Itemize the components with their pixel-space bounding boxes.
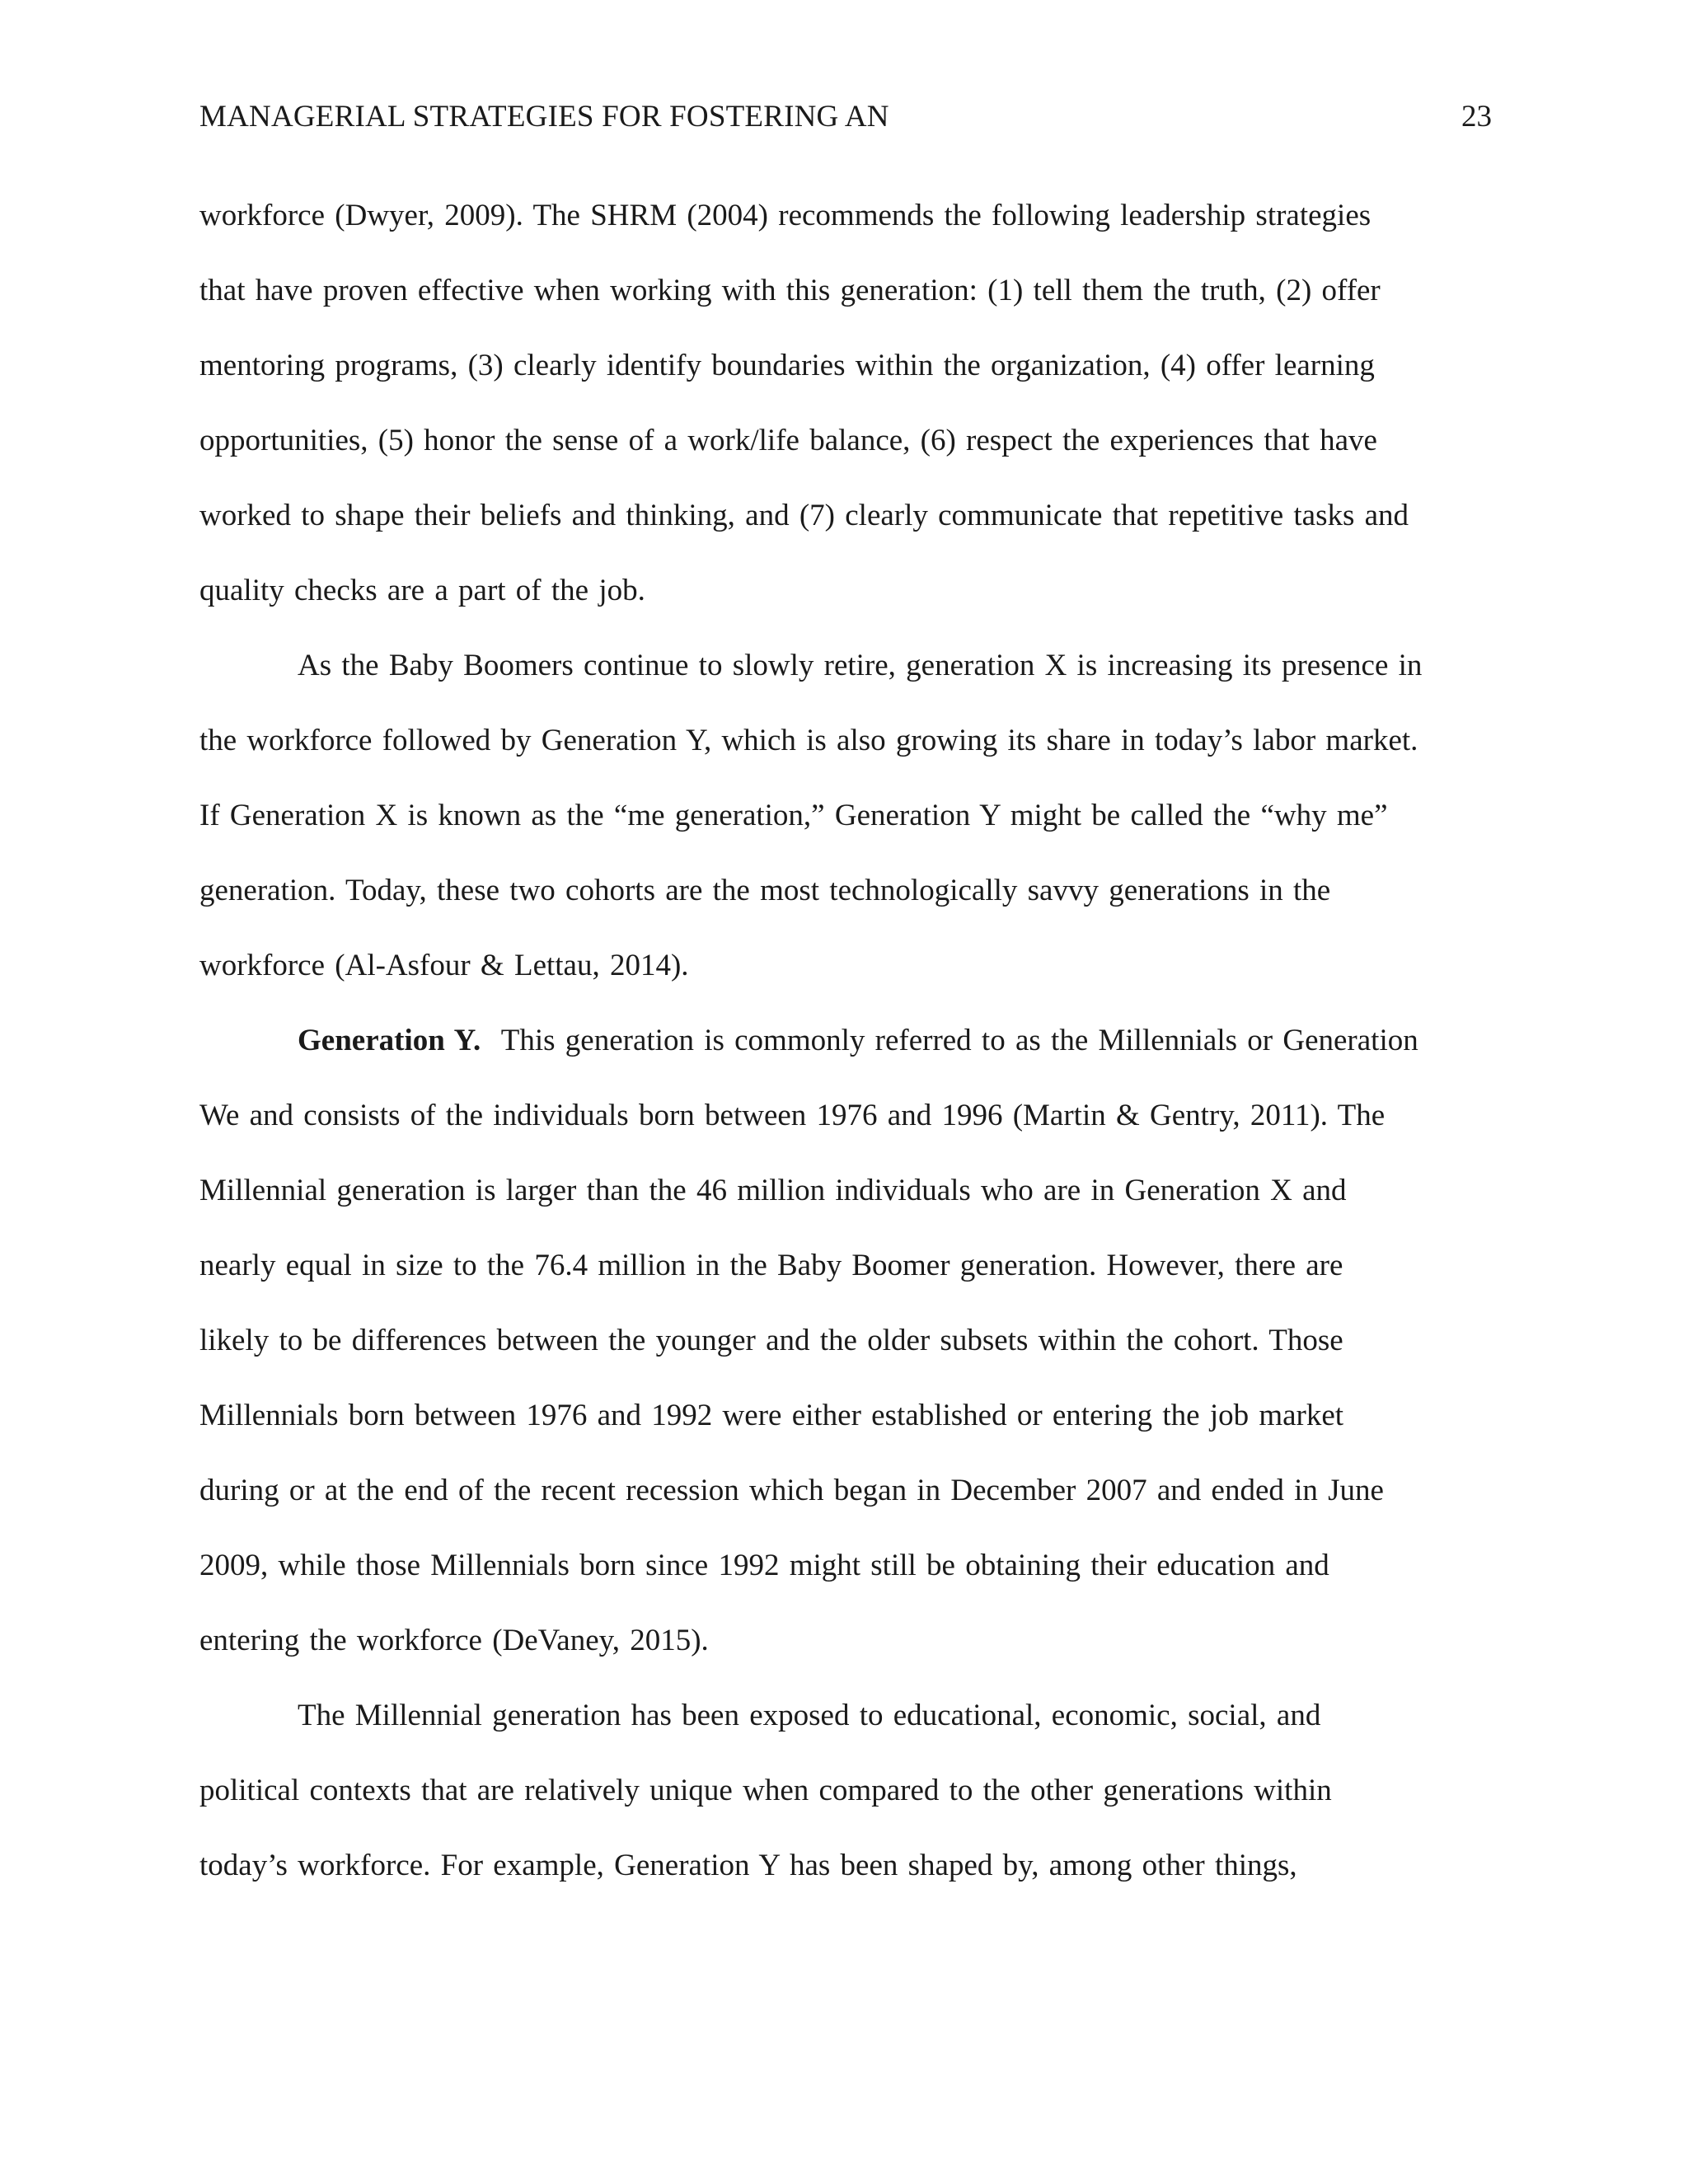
text-line: entering the workforce (DeVaney, 2015).	[199, 1624, 709, 1657]
text-line: quality checks are a part of the job.	[199, 574, 645, 607]
text-line: likely to be differences between the younger and the older subsets within the cohort. Those	[199, 1324, 1343, 1357]
text-line: during or at the end of the recent recession which began in December 2007 and ended in June	[199, 1474, 1384, 1507]
text-line: today’s workforce. For example, Generation Y has been shaped by, among other things,	[199, 1849, 1297, 1882]
text-line: that have proven effective when working with this generation: (1) tell them the truth, (2) offer	[199, 274, 1381, 307]
text-line: opportunities, (5) honor the sense of a work/life balance, (6) respect the experiences that have	[199, 424, 1377, 457]
text-line: 2009, while those Millennials born since 1992 might still be obtaining their education and	[199, 1549, 1329, 1582]
text-line: mentoring programs, (3) clearly identify boundaries within the organization, (4) offer learning	[199, 349, 1375, 382]
section-heading: Generation Y.	[298, 1024, 481, 1057]
text-line: The Millennial generation has been exposed to educational, economic, social, and	[298, 1699, 1321, 1732]
text-line: Millennial generation is larger than the 46 million individuals who are in Generation X and	[199, 1174, 1347, 1207]
text-line: political contexts that are relatively unique when compared to the other generations within	[199, 1774, 1332, 1807]
text-line: If Generation X is known as the “me generation,” Generation Y might be called the “why me”	[199, 799, 1388, 832]
text-line: nearly equal in size to the 76.4 million in the Baby Boomer generation. However, there are	[199, 1249, 1343, 1282]
running-head: MANAGERIAL STRATEGIES FOR FOSTERING AN	[199, 100, 889, 134]
text-line: generation. Today, these two cohorts are the most technologically savvy generations in the	[199, 874, 1331, 907]
text-line: We and consists of the individuals born between 1976 and 1996 (Martin & Gentry, 2011). The	[199, 1099, 1386, 1132]
text-line: Millennials born between 1976 and 1992 were either established or entering the job market	[199, 1399, 1344, 1432]
text-line: As the Baby Boomers continue to slowly retire, generation X is increasing its presence in	[298, 649, 1423, 682]
text-line: This generation is commonly referred to as the Millennials or Generation	[500, 1024, 1418, 1057]
text-line: worked to shape their beliefs and thinking, and (7) clearly communicate that repetitive tasks and	[199, 499, 1409, 532]
text-line: workforce (Al-Asfour & Lettau, 2014).	[199, 949, 689, 982]
text-line-with-heading	[298, 1016, 1418, 1066]
text-line: the workforce followed by Generation Y, which is also growing its share in today’s labor market.	[199, 724, 1418, 757]
text-line: workforce (Dwyer, 2009). The SHRM (2004) recommends the following leadership strategies	[199, 199, 1372, 232]
page-number: 23	[1461, 100, 1492, 134]
